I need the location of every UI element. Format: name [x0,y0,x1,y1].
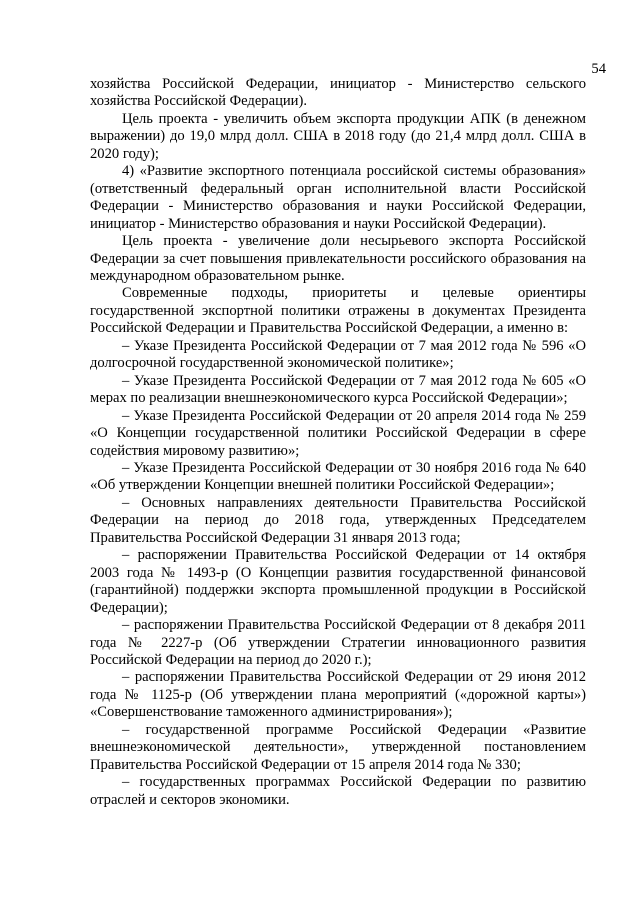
list-item-decree-640: – Указе Президента Российской Федерации от 30 ноября 2016 года № 640 «Об утверждении Концепции внешней политики Российской Федерации»; [90,459,586,494]
paragraph-project-goal-apk: Цель проекта - увеличить объем экспорта продукции АПК (в денежном выражении) до 19,0 млрд долл. США в 2018 году (до 21,4 млрд долл. США в 2020 году); [90,110,586,162]
list-item-state-programs: – государственных программах Российской Федерации по развитию отраслей и секторов экономики. [90,774,586,808]
page-number: 54 [591,61,606,77]
list-item-order-1125: – распоряжении Правительства Российской Федерации от 29 июня 2012 года № 1125-р (Об утверждении плана мероприятий («дорожной карты») «Совершенствование таможенного администрирования»); [90,669,586,721]
paragraph-continuation: хозяйства Российской Федерации, инициатор - Министерство сельского хозяйства Российской Федерации). [90,76,586,110]
list-item-decree-596: – Указе Президента Российской Федерации от 7 мая 2012 года № 596 «О долгосрочной государственной экономической политике»; [90,337,586,372]
list-item-order-1493: – распоряжении Правительства Российской Федерации от 14 октября 2003 года № 1493-р (О Концепции развития государственной финансовой (гарантийной) поддержки экспорта промышленной продукции в Российской Федерации); [90,547,586,616]
list-item-order-2227: – распоряжении Правительства Российской Федерации от 8 декабря 2011 года № 2227-р (Об утверждении Стратегии инновационного развития Российской Федерации на период до 2020 г.); [90,617,586,668]
list-item-program-330: – государственной программе Российской Федерации «Развитие внешнеэкономической деятельности», утвержденной постановлением Правительства Российской Федерации от 15 апреля 2014 года № 330; [90,721,586,773]
paragraph-project-education: 4) «Развитие экспортного потенциала российской системы образования» (ответственный федеральный орган исполнительной власти Российской Федерации - Министерство образования и науки Российской Федерации, инициатор - Министерство образования и науки Российской Федерации). [90,163,586,232]
list-item-decree-259: – Указе Президента Российской Федерации от 20 апреля 2014 года № 259 «О Концепции государственной политики Российской Федерации в сфере содействия мировому развитию»; [90,407,586,459]
paragraph-approaches-intro: Современные подходы, приоритеты и целевые ориентиры государственной экспортной политики отражены в документах Президента Российской Федерации и Правительства Российской Федерации, а именно в: [90,285,586,337]
body-text [90,76,586,809]
paragraph-project-goal-education: Цель проекта - увеличение доли несырьевого экспорта Российской Федерации за счет повышения привлекательности российского образования на международном образовательном рынке. [90,233,586,284]
list-item-decree-605: – Указе Президента Российской Федерации от 7 мая 2012 года № 605 «О мерах по реализации внешнеэкономического курса Российской Федерации»; [90,372,586,407]
list-item-government-directions: – Основных направлениях деятельности Правительства Российской Федерации на период до 2018 года, утвержденных Председателем Правительства Российской Федерации 31 января 2013 года; [90,494,586,546]
